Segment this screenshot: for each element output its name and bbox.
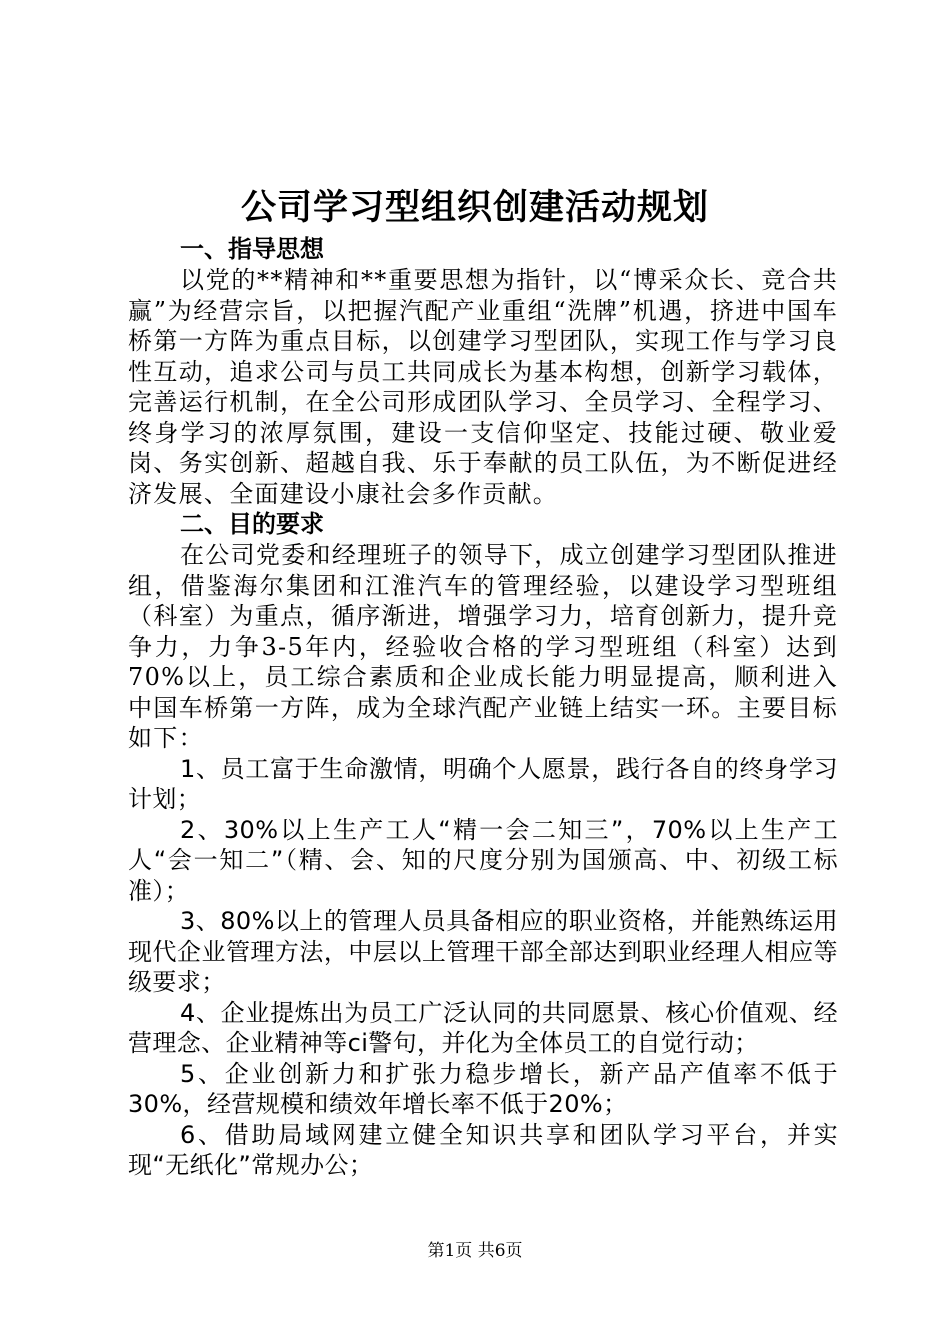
document-body — [128, 234, 838, 1181]
goal-item-4: 4、企业提炼出为员工广泛认同的共同愿景、核心价值观、经营理念、企业精神等ci警句，并化为全体员工的自觉行动； — [128, 998, 838, 1057]
section-heading-objectives: 二、目的要求 — [180, 510, 324, 538]
goal-item-3: 3、80%以上的管理人员具备相应的职业资格，并能熟练运用现代企业管理方法，中层以上管理干部全部达到职业经理人相应等级要求； — [128, 907, 838, 996]
goal-item-5: 5、企业创新力和扩张力稳步增长，新产品产值率不低于30%，经营规模和绩效年增长率不低于20%； — [128, 1059, 838, 1118]
goal-item-2: 2、30%以上生产工人“精一会二知三”，70%以上生产工人“会一知二”（精、会、知的尺度分别为国颁高、中、初级工标准）； — [128, 815, 838, 905]
goal-item-1: 1、员工富于生命激情，明确个人愿景，践行各自的终身学习计划； — [128, 754, 838, 813]
goal-item-6: 6、借助局域网建立健全知识共享和团队学习平台，并实现“无纸化”常规办公； — [128, 1120, 838, 1179]
section-paragraph-objectives: 在公司党委和经理班子的领导下，成立创建学习型团队推进组，借鉴海尔集团和江淮汽车的管理经验，以建设学习型班组（科室）为重点，循序渐进，增强学习力，培育创新力，提升竞争力，力争3-5年内，经验收合格的学习型班组（科室）达到70%以上，员工综合素质和企业成长能力明显提高，顺利进入中国车桥第一方阵，成为全球汽配产业链上结实一环。主要目标如下： — [128, 541, 838, 752]
page-footer: 第1页 共6页 — [427, 1241, 523, 1261]
section-paragraph-guiding-ideology: 以党的**精神和**重要思想为指针，以“博采众长、竞合共赢”为经营宗旨，以把握汽配产业重组“洗牌”机遇，挤进中国车桥第一方阵为重点目标，以创建学习型团队，实现工作与学习良性互动，追求公司与员工共同成长为基本构想，创新学习载体，完善运行机制，在全公司形成团队学习、全员学习、全程学习、终身学习的浓厚氛围，建设一支信仰坚定、技能过硬、敬业爱岗、务实创新、超越自我、乐于奉献的员工队伍，为不断促进经济发展、全面建设小康社会多作贡献。 — [128, 266, 838, 508]
section-heading-guiding-ideology: 一、指导思想 — [180, 235, 324, 263]
document-title: 公司学习型组织创建活动规划 — [240, 188, 709, 228]
